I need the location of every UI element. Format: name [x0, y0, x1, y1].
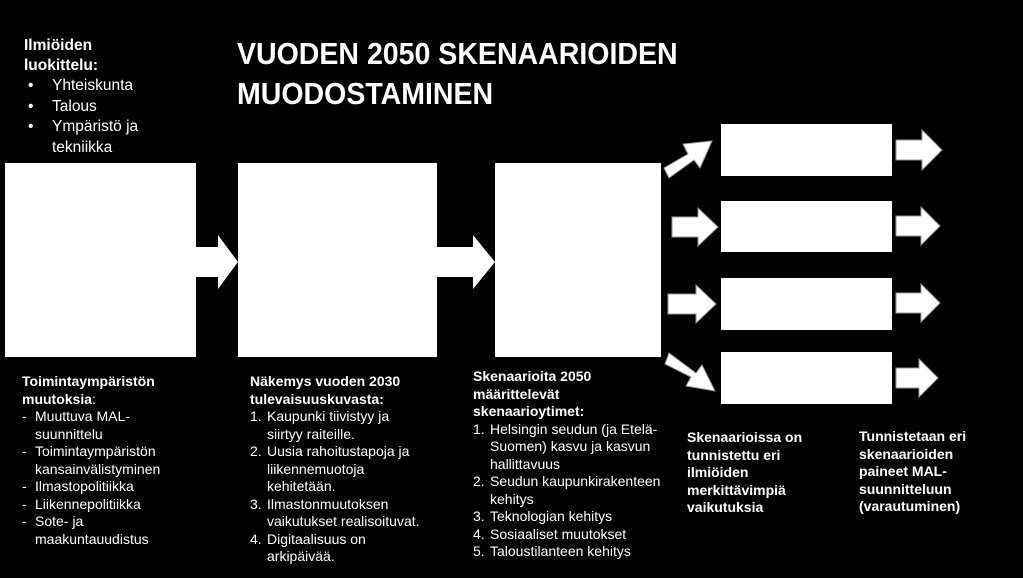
list-item: - Muuttuva MAL-suunnittelu — [22, 408, 135, 443]
column-3-list — [473, 421, 678, 561]
title-line-1: VUODEN 2050 SKENAARIOIDEN — [237, 36, 678, 71]
scenario-box-2 — [721, 201, 892, 252]
classification-item-yhteiskunta: • Yhteiskunta — [24, 76, 164, 97]
arrow-right-icon — [672, 208, 718, 246]
classification-block — [24, 36, 199, 158]
list-item: Taloustilanteen kehitys — [490, 543, 631, 559]
stage-box-3 — [495, 163, 661, 357]
column-2-text — [250, 373, 450, 566]
list-item: Helsingin seudun (ja Etelä-Suomen) kasvu ja kasvun hallittavuus — [490, 420, 658, 472]
arrow-right-icon — [896, 284, 940, 322]
arrow-right-icon — [194, 235, 238, 289]
list-item: Sosiaaliset muutokset — [490, 525, 627, 542]
scenario-box-1 — [721, 124, 892, 176]
column-3-heading: Skenaarioita 2050 määrittelevät skenaarioytimet: — [473, 368, 592, 419]
list-item: Seudun kaupunkirakenteen kehitys — [490, 473, 661, 507]
list-item: - Sote- ja maakuntauudistus — [22, 513, 182, 548]
list-item: Digitaalisuus on arkipäivää. — [267, 530, 366, 564]
column-4-text: Skenaarioissa on tunnistettu eri ilmiöiden merkittävimpiä vaikutuksia — [687, 429, 803, 515]
classification-item-ymparisto: • Ympäristö ja tekniikka — [24, 117, 164, 158]
arrow-diagonal-up-icon — [664, 136, 712, 178]
scenario-box-3 — [721, 278, 892, 330]
page-title — [237, 34, 752, 114]
column-3-text — [473, 368, 678, 561]
arrow-right-icon — [896, 207, 940, 245]
arrow-right-icon — [668, 285, 716, 323]
list-item: Teknologian kehitys — [490, 508, 613, 524]
classification-item-talous: • Talous — [24, 97, 164, 118]
arrow-right-icon — [435, 235, 495, 289]
arrow-right-icon — [896, 130, 942, 170]
list-item: - Ilmastopolitiikka — [22, 478, 182, 496]
column-2-heading: Näkemys vuoden 2030 tulevaisuuskuvasta: — [250, 373, 401, 407]
list-item: - Toimintaympäristön kansainvälistyminen — [22, 443, 182, 478]
list-item: Uusia rahoitustapoja ja liikennemuotoja kehitetään. — [267, 443, 410, 494]
column-5-text: Tunnistetaan eri skenaarioiden paineet MAL-suunnitteluun (varautuminen) — [859, 428, 967, 514]
list-item: - Liikennepolitiikka — [22, 496, 182, 514]
column-1-heading-bold: Toimintaympäristön muutoksia — [22, 373, 155, 407]
column-1-list — [22, 408, 182, 548]
list-item: Ilmastonmuutoksen vaikutukset realisoituvat. — [267, 495, 420, 529]
title-line-2: MUODOSTAMINEN — [237, 76, 494, 111]
arrow-right-icon — [896, 359, 938, 397]
stage-box-1 — [5, 163, 196, 357]
list-item: Kaupunki tiivistyy ja siirtyy raiteille. — [267, 408, 390, 442]
column-1-text — [22, 373, 222, 548]
stage-box-2 — [238, 163, 437, 357]
column-1-heading-colon: : — [92, 390, 96, 407]
classification-list — [24, 76, 164, 158]
column-2-list — [250, 408, 440, 566]
scenario-box-4 — [721, 352, 892, 404]
column-1-heading — [22, 373, 172, 408]
classification-heading: Ilmiöiden luokittelu: — [24, 37, 99, 74]
